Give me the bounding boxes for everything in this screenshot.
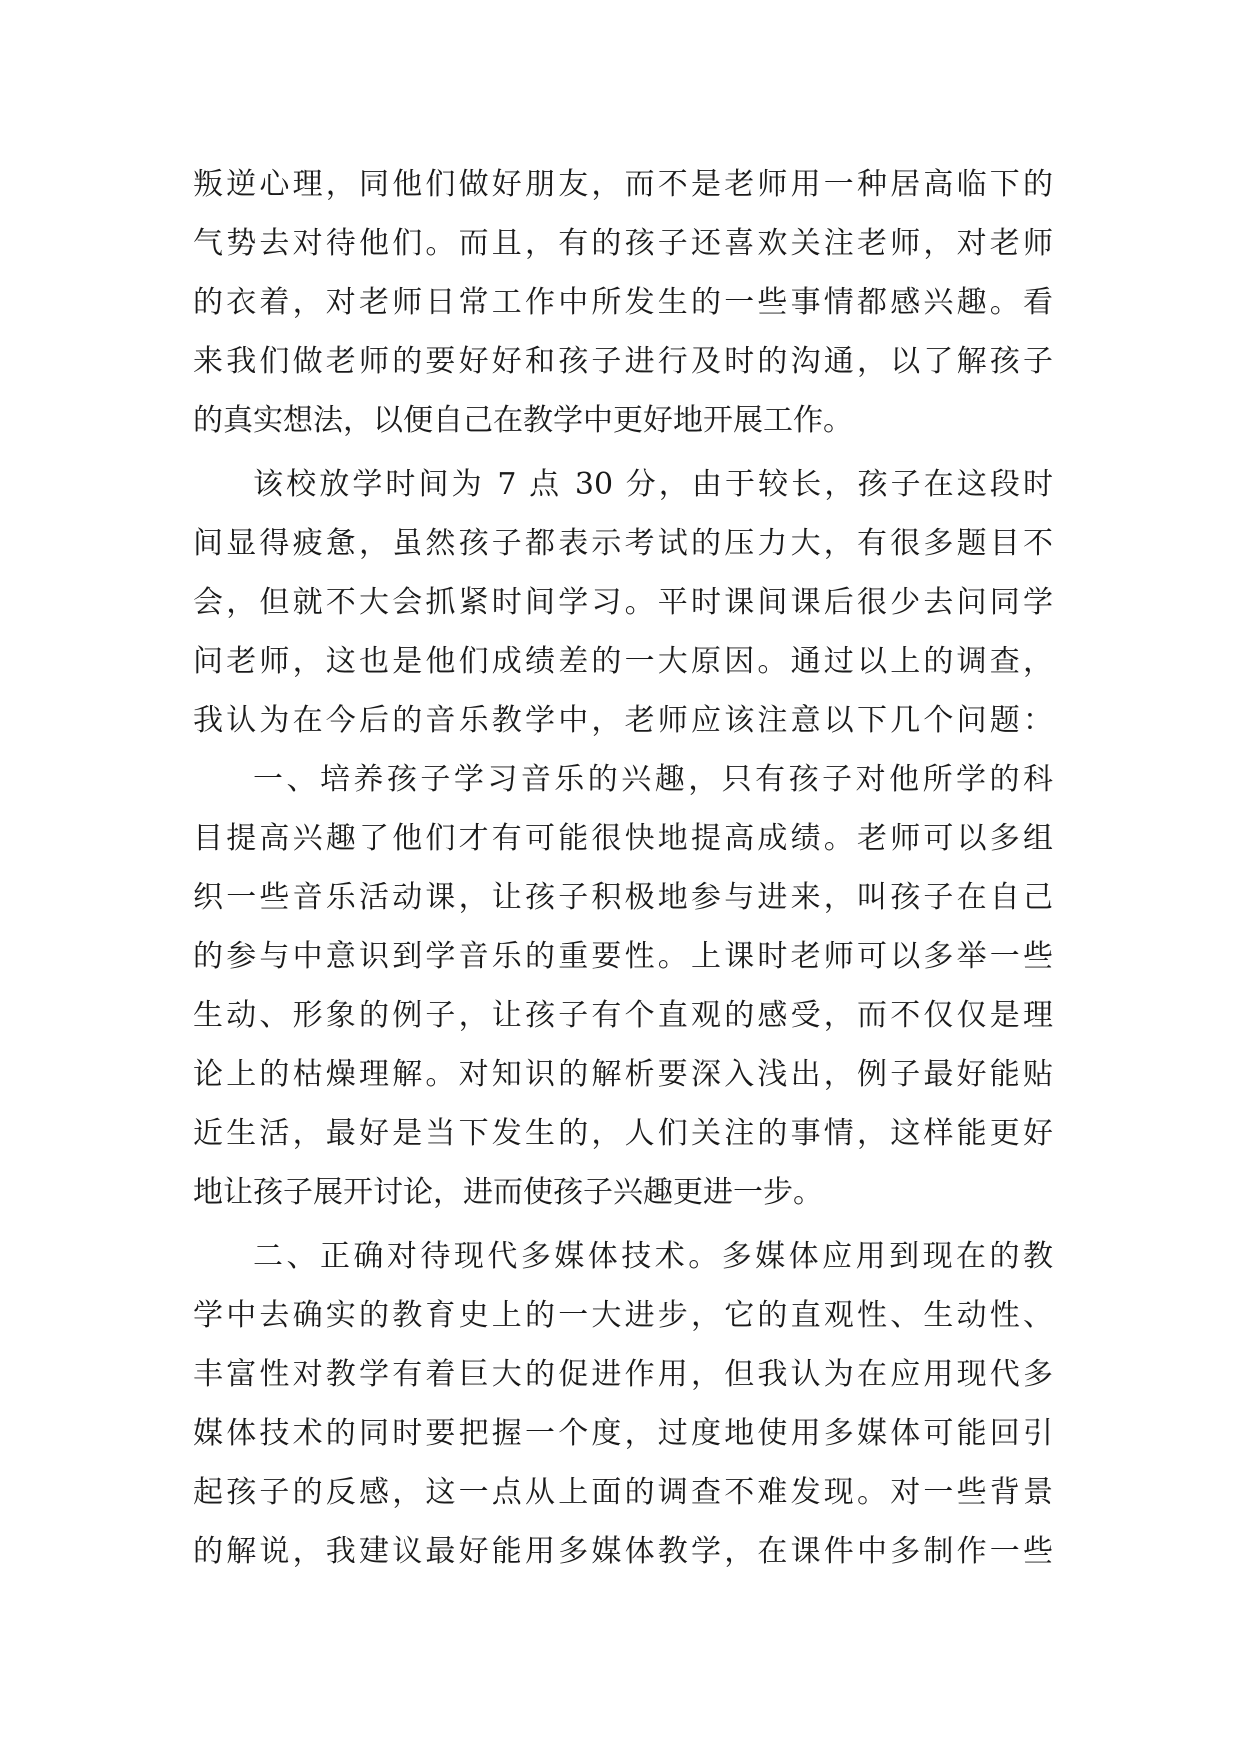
text-line: 间显得疲惫，虽然孩子都表示考试的压力大，有很多题目不 [193,526,1053,561]
text-line: 的真实想法，以便自己在教学中更好地开展工作。 [193,403,853,438]
text-line: 生动、形象的例子，让孩子有个直观的感受，而不仅仅是理 [193,998,1053,1033]
text-line: 丰富性对教学有着巨大的促进作用，但我认为在应用现代多 [193,1357,1053,1392]
paragraph-first-line: 该校放学时间为 7 点 30 分，由于较长，孩子在这段时 [253,467,1053,502]
text-line: 气势去对待他们。而且，有的孩子还喜欢关注老师，对老师 [193,226,1053,261]
paragraph-first-line: 二、正确对待现代多媒体技术。多媒体应用到现在的教 [253,1239,1053,1274]
text-line: 我认为在今后的音乐教学中，老师应该注意以下几个问题： [193,703,1053,738]
text-line: 论上的枯燥理解。对知识的解析要深入浅出，例子最好能贴 [193,1057,1053,1092]
text-line: 问老师，这也是他们成绩差的一大原因。通过以上的调查， [193,644,1053,679]
text-line: 叛逆心理，同他们做好朋友，而不是老师用一种居高临下的 [193,167,1053,202]
text-line: 的衣着，对老师日常工作中所发生的一些事情都感兴趣。看 [193,285,1053,320]
text-line: 起孩子的反感，这一点从上面的调查不难发现。对一些背景 [193,1475,1053,1510]
paragraph-first-line: 一、培养孩子学习音乐的兴趣，只有孩子对他所学的科 [253,762,1053,797]
text-line: 来我们做老师的要好好和孩子进行及时的沟通，以了解孩子 [193,344,1053,379]
text-line: 会，但就不大会抓紧时间学习。平时课间课后很少去问同学 [193,585,1053,620]
text-line: 地让孩子展开讨论，进而使孩子兴趣更进一步。 [193,1175,823,1210]
text-line: 目提高兴趣了他们才有可能很快地提高成绩。老师可以多组 [193,821,1053,856]
text-line: 的参与中意识到学音乐的重要性。上课时老师可以多举一些 [193,939,1053,974]
text-line: 学中去确实的教育史上的一大进步，它的直观性、生动性、 [193,1298,1053,1333]
text-line: 的解说，我建议最好能用多媒体教学，在课件中多制作一些 [193,1534,1053,1569]
text-line: 近生活，最好是当下发生的，人们关注的事情，这样能更好 [193,1116,1053,1151]
text-line: 织一些音乐活动课，让孩子积极地参与进来，叫孩子在自己 [193,880,1053,915]
text-line: 媒体技术的同时要把握一个度，过度地使用多媒体可能回引 [193,1416,1053,1451]
